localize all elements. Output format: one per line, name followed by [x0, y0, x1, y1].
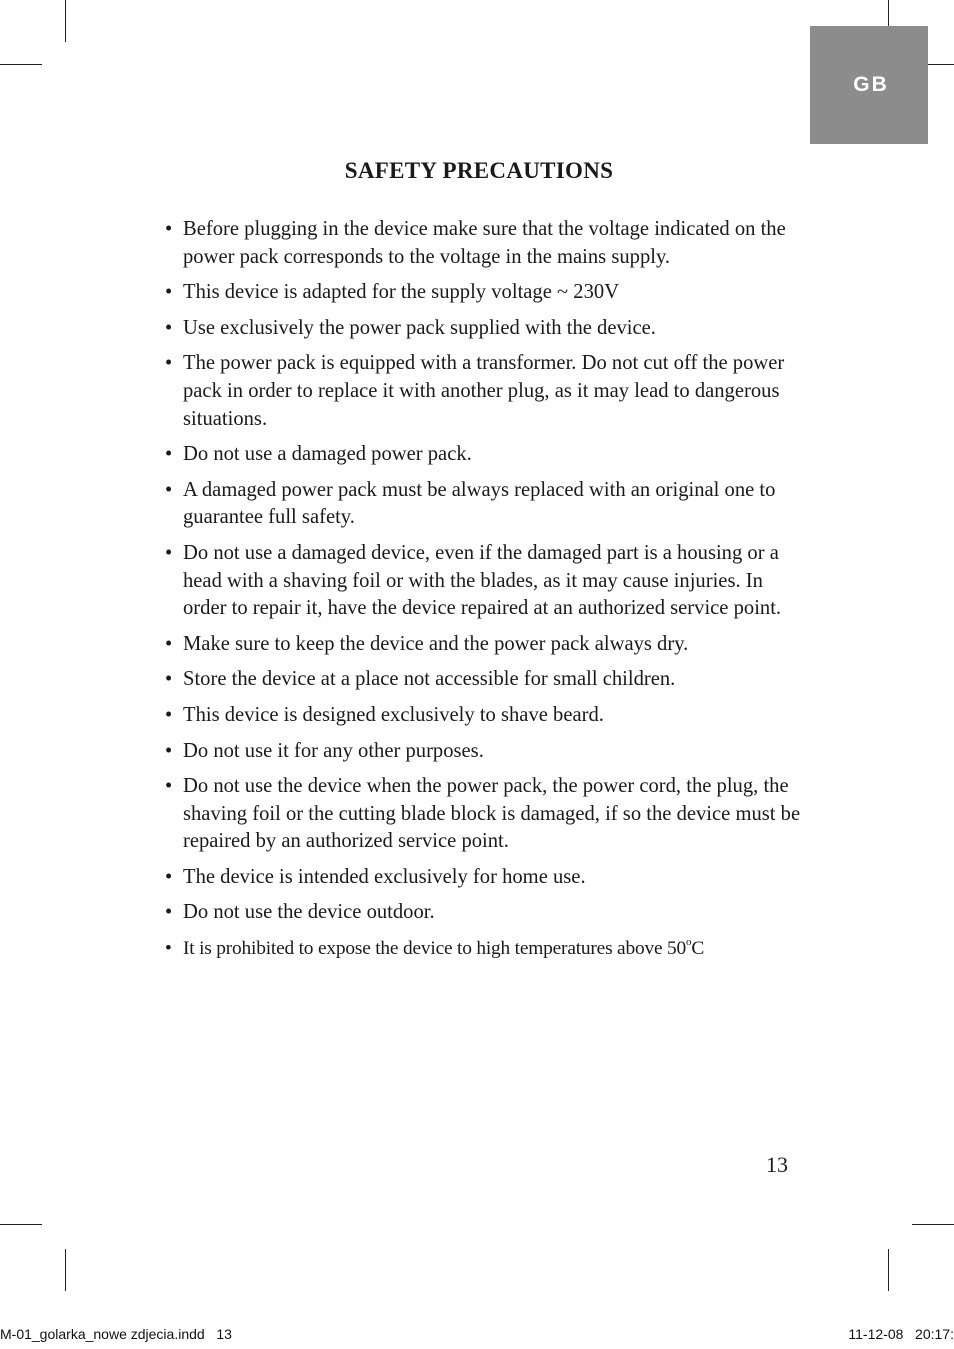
crop-mark-bottom-left-vertical — [65, 1249, 66, 1291]
list-item — [165, 935, 805, 963]
list-item — [165, 477, 805, 532]
list-item-text: The power pack is equipped with a transformer. Do not cut off the power pack in order to replace it with another plug, as it may lead to dangerous situations. — [183, 352, 785, 430]
list-item-text: Use exclusively the power pack supplied with the device. — [183, 316, 656, 339]
list-item — [165, 279, 805, 307]
page-title: SAFETY PRECAUTIONS — [344, 158, 614, 183]
crop-mark-top-left-vertical — [65, 0, 66, 42]
list-item — [165, 540, 805, 623]
language-tab: GB — [810, 26, 928, 144]
degree-sign: o — [686, 936, 692, 949]
list-item-text: Do not use a damaged device, even if the damaged part is a housing or a head with a shaving foil or with the blades, as it may cause injuries. In order to repair it, have the device repaired at an authorized service point. — [183, 541, 782, 620]
list-item — [165, 666, 805, 694]
bullet-icon: • — [165, 478, 173, 501]
bullet-icon: • — [165, 668, 173, 691]
list-item-text: The device is intended exclusively for home use. — [183, 865, 586, 888]
bullet-icon: • — [165, 281, 173, 304]
bullet-icon: • — [165, 632, 173, 655]
list-item — [165, 441, 805, 469]
crop-mark-bottom-right-horizontal — [912, 1224, 954, 1225]
crop-mark-top-left-horizontal — [0, 64, 42, 65]
list-item-text: This device is adapted for the supply voltage ~ 230V — [183, 281, 620, 304]
bullet-icon: • — [165, 703, 173, 726]
list-item-text: Do not use it for any other purposes. — [183, 739, 484, 762]
list-item-text: Do not use the device outdoor. — [183, 901, 435, 924]
bullet-icon: • — [165, 352, 173, 375]
bullet-icon: • — [165, 218, 173, 240]
list-item — [165, 773, 805, 856]
slug-datetime: 11-12-08 20:17: — [848, 1326, 954, 1342]
bullet-icon: • — [165, 316, 173, 339]
bullet-icon: • — [165, 541, 173, 564]
precautions-list — [165, 216, 805, 971]
temperature-unit: C — [691, 938, 705, 960]
slug-file-info: M-01_golarka_nowe zdjecia.indd 13 — [0, 1326, 232, 1342]
bullet-icon: • — [165, 901, 173, 924]
bullet-icon: • — [165, 739, 173, 762]
bullet-icon: • — [165, 938, 172, 960]
list-item — [165, 216, 805, 271]
page-number: 13 — [766, 1152, 788, 1177]
list-item-text: Do not use the device when the power pack, the power cord, the plug, the shaving foil or the cutting blade block is damaged, if so the device must be repaired by an authorized service point. — [183, 775, 801, 853]
list-item — [165, 315, 805, 343]
list-item-text: Do not use a damaged power pack. — [183, 443, 472, 466]
list-item-text: A damaged power pack must be always replaced with an original one to guarantee full safety. — [183, 478, 776, 529]
list-item — [165, 864, 805, 892]
bullet-icon: • — [165, 443, 173, 466]
crop-mark-bottom-right-vertical — [888, 1249, 889, 1291]
list-item-text: Store the device at a place not accessible for small children. — [183, 668, 676, 691]
list-item-text: Before plugging in the device make sure that the voltage indicated on the power pack corresponds to the voltage in the mains supply. — [183, 218, 786, 268]
list-item-text: It is prohibited to expose the device to high temperatures above 50 — [183, 938, 686, 960]
bullet-icon: • — [165, 775, 173, 798]
list-item-text: Make sure to keep the device and the power pack always dry. — [183, 632, 689, 655]
bullet-icon: • — [165, 865, 173, 888]
list-item — [165, 738, 805, 766]
list-item — [165, 702, 805, 730]
list-item — [165, 899, 805, 927]
crop-mark-bottom-left-horizontal — [0, 1224, 42, 1225]
list-item-text: This device is designed exclusively to shave beard. — [183, 703, 604, 726]
list-item — [165, 631, 805, 659]
list-item — [165, 350, 805, 433]
